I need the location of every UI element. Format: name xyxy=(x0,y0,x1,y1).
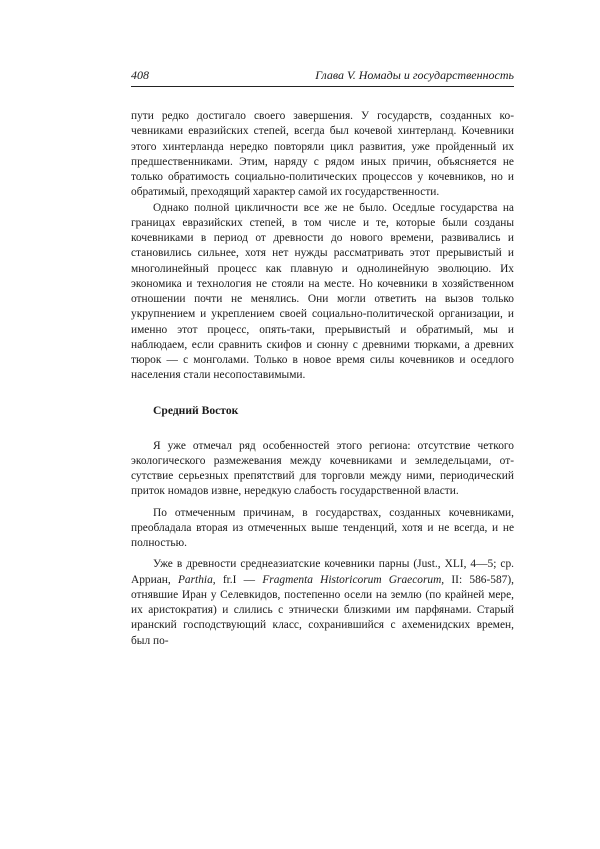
text-run: Уже в древности среднеазиатские кочевники парны (Just., XLI, 4—5; ср. Арриан, xyxy=(131,558,514,586)
paragraph: По отмеченным причинам, в государствах, созданных кочевниками, преобладала вторая из отмеченных выше тенденций, хотя и не всегда, и не полностью. xyxy=(131,506,514,549)
paragraph-continued: пути редко достигало своего завершения. У государств, созданных кочевниками евразийских степей, всегда был кочевой хинтерланд. Кочевники этого хинтерланда нередко повторяли цикл развития, уже пройденный их предшественниками. Этим, наряду с рядом иных причин, объясняется не только обратимость социально-политических процессов у кочевников, но и обратимый, преходящий характер самой их государственности. xyxy=(131,110,514,199)
book-page xyxy=(131,68,514,649)
running-head xyxy=(131,68,514,87)
body-text xyxy=(131,109,514,384)
chapter-title: Глава V. Номады и государственность xyxy=(315,68,514,82)
section-body xyxy=(131,439,514,649)
paragraph: Однако полной цикличности все же не было. Оседлые государства на границах евразийских степей, в том числе и те, которые были созданы кочевниками в период от древности до нового времени, развивались и становились сильнее, хотя нет нужды рассматривать этот прерывистый и многолинейный процесс как плавную и однолинейную эволюцию. Их экономика и технология не стояли на месте. Но кочевники в хозяйственном отношении почти не менялись. Они могли ответить на вызов только укрупнением и укреплением своей социально-политической организации, и именно этот процесс, опять-таки, прерывистый и обратимый, мы и наблюдаем, если сравнить скифов и сюнну с древними тюрками, а древних тюрок — с монголами. Только в новое время силы кочевников и оседлого населения стали несопоставимыми. xyxy=(131,201,514,382)
paragraph: Я уже отмечал ряд особенностей этого региона: отсутствие четкого экологического размежевания между кочевниками и земледельцами, отсутствие серьезных препятствий для торговли между ними, периодический приток номадов извне, нередкую слабость государственной власти. xyxy=(131,439,514,498)
section-heading: Средний Восток xyxy=(153,403,239,417)
paragraph-last xyxy=(131,557,514,649)
page-number: 408 xyxy=(131,68,149,82)
italic-citation: Parthia, xyxy=(177,573,216,586)
text-run: fr.I — xyxy=(215,573,263,586)
text-run: II: 586-587), отнявшие Иран у Селевкидов, постепенно осели на землю (по крайней мере, их аристократия) и слились с этнически близкими им парфянами. Старый иранский господствующий класс, сохранившийся с ахеменидских времен, был по- xyxy=(131,573,514,647)
italic-citation: Fragmenta Historicorum Graecorum, xyxy=(262,573,445,586)
